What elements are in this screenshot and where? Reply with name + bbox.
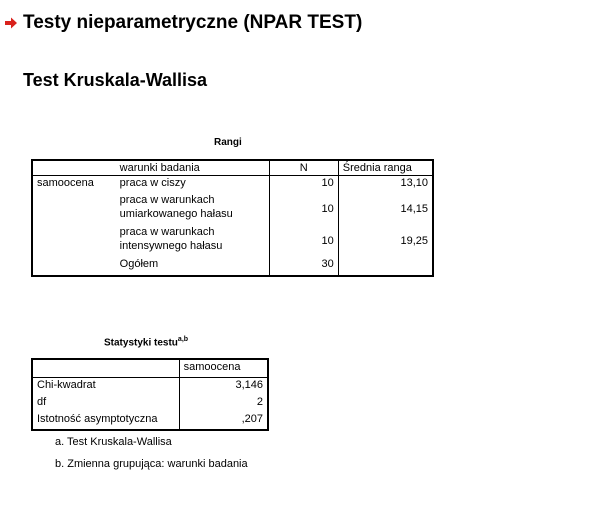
group-cell <box>116 225 269 257</box>
header-empty <box>32 359 179 378</box>
stat-label: df <box>37 396 47 408</box>
empty-cell <box>32 193 116 225</box>
empty-cell <box>32 225 116 257</box>
stat-label: Chi-kwadrat <box>37 379 96 391</box>
group-label-line1: praca w warunkach <box>119 226 215 238</box>
group-label-line2: intensywnego hałasu <box>119 240 223 252</box>
footnote-b: b. Zmienna grupująca: warunki badania <box>55 458 248 470</box>
table-row <box>32 176 433 194</box>
table-row <box>32 193 433 225</box>
stats-table <box>31 358 269 431</box>
group-label-line1: praca w warunkach <box>119 194 215 206</box>
group-cell <box>116 193 269 225</box>
ranks-table-caption: Rangi <box>214 137 242 148</box>
table-header-row <box>32 359 268 378</box>
stats-caption-sup: a,b <box>177 336 189 343</box>
stats-caption-text: Statystyki testu <box>104 337 178 349</box>
table-row <box>32 395 268 412</box>
ranks-table <box>31 159 434 277</box>
group-cell <box>116 176 269 194</box>
header-group: warunki badania <box>119 162 200 174</box>
stat-value: 3,146 <box>179 378 268 396</box>
table-row <box>32 257 433 276</box>
footnote-a: a. Test Kruskala-Wallisa <box>55 436 172 448</box>
mean-rank-cell: 19,25 <box>338 225 433 257</box>
table-row <box>32 225 433 257</box>
header-n: N <box>269 160 338 176</box>
n-cell: 30 <box>269 257 338 276</box>
n-cell: 10 <box>269 225 338 257</box>
mean-rank-cell: 14,15 <box>338 193 433 225</box>
header-empty <box>32 160 116 176</box>
table-row <box>32 412 268 430</box>
test-subtitle: Test Kruskala-Wallisa <box>23 70 208 90</box>
stat-value: 2 <box>179 395 268 412</box>
n-cell: 10 <box>269 193 338 225</box>
arrow-right-icon <box>4 16 18 30</box>
group-cell: Ogółem <box>119 258 159 270</box>
header-samoocena: samoocena <box>179 359 268 378</box>
page-title <box>4 12 362 34</box>
row-variable-label: samoocena <box>37 177 94 189</box>
table-row <box>32 378 268 396</box>
empty-cell <box>32 257 116 276</box>
stats-table-caption <box>104 336 188 348</box>
stat-value: ,207 <box>179 412 268 430</box>
stat-label: Istotność asymptotyczna <box>37 413 158 425</box>
header-mean-rank: Średnia ranga <box>338 160 433 176</box>
group-label: praca w ciszy <box>119 177 186 189</box>
n-cell: 10 <box>269 176 338 194</box>
mean-rank-cell: 13,10 <box>338 176 433 194</box>
table-header-row <box>32 160 433 176</box>
group-label-line2: umiarkowanego hałasu <box>119 208 233 220</box>
mean-rank-cell <box>338 257 433 276</box>
title-text: Testy nieparametryczne (NPAR TEST) <box>23 12 363 33</box>
